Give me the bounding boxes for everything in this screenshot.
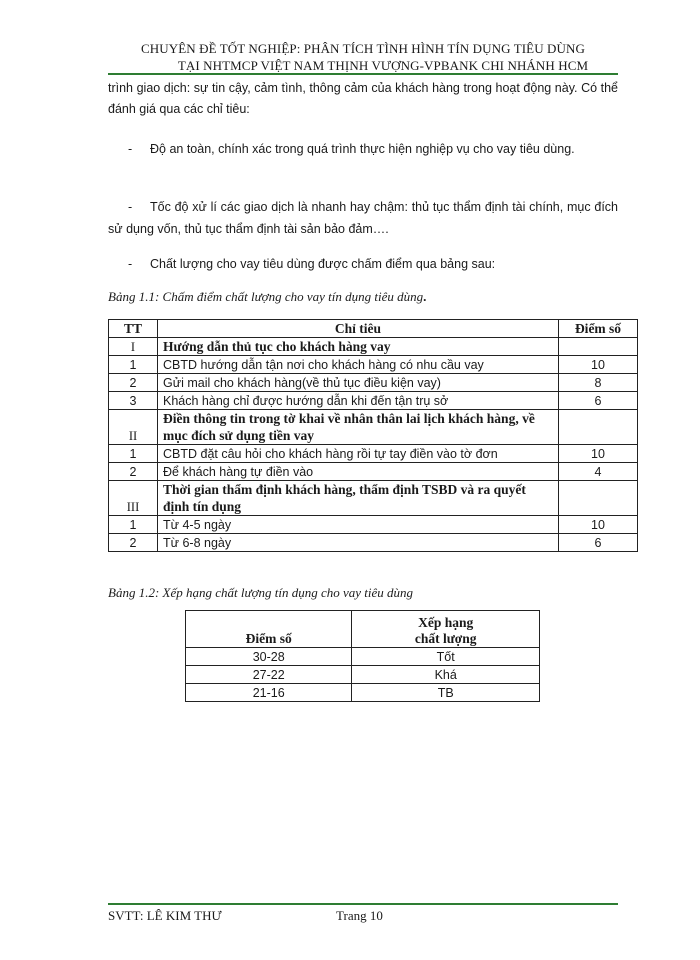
- row-score: 4: [559, 463, 638, 481]
- section-score-empty: [559, 338, 638, 356]
- row-score: 27-22: [186, 666, 352, 684]
- row-criterion: Gửi mail cho khách hàng(về thủ tục điều kiện vay): [158, 374, 559, 392]
- row-score: 30-28: [186, 648, 352, 666]
- quality-score-table: [108, 319, 638, 552]
- row-criterion: CBTD đặt câu hỏi cho khách hàng rồi tự tay điền vào tờ đơn: [158, 445, 559, 463]
- row-number: 2: [109, 534, 158, 552]
- page-header: [108, 40, 618, 74]
- header-rank: [352, 611, 540, 648]
- header-line-2: TẠI NHTMCP VIỆT NAM THỊNH VƯỢNG-VPBANK CHI NHÁNH HCM: [177, 58, 589, 73]
- row-score: 6: [559, 534, 638, 552]
- header-rank-line-1: Xếp hạng: [418, 615, 474, 630]
- header-criterion: Chỉ tiêu: [158, 320, 559, 338]
- table-row: [109, 463, 638, 481]
- table1-caption-end: .: [423, 289, 427, 304]
- section-label: Thời gian thẩm định khách hàng, thẩm định TSBD và ra quyết định tín dụng: [158, 481, 559, 516]
- table-row: [186, 648, 540, 666]
- table-row: [109, 356, 638, 374]
- row-rank: Khá: [352, 666, 540, 684]
- table-row: [186, 666, 540, 684]
- row-number: 3: [109, 392, 158, 410]
- row-number: 1: [109, 516, 158, 534]
- section-row-1: [109, 338, 638, 356]
- footer-divider: [108, 903, 618, 905]
- row-criterion: Từ 6-8 ngày: [158, 534, 559, 552]
- row-score: 8: [559, 374, 638, 392]
- row-score: 21-16: [186, 684, 352, 702]
- table1-caption: [108, 289, 426, 305]
- section-number: III: [109, 481, 158, 516]
- header-tt: TT: [109, 320, 158, 338]
- section-row-2: [109, 410, 638, 445]
- bullet-dash: -: [128, 257, 133, 271]
- table1-header-row: [109, 320, 638, 338]
- section-label: Hướng dẫn thủ tục cho khách hàng vay: [158, 338, 559, 356]
- section-label: Điền thông tin trong tờ khai về nhân thân lai lịch khách hàng, về mục đích sử dụng tiền vay: [158, 410, 559, 445]
- header-line-1: CHUYÊN ĐỀ TỐT NGHIỆP: PHÂN TÍCH TÌNH HÌNH TÍN DỤNG TIÊU DÙNG: [140, 41, 585, 56]
- row-criterion: Khách hàng chỉ được hướng dẫn khi đến tận trụ sở: [158, 392, 559, 410]
- header-score: Điểm số: [186, 611, 352, 648]
- table-row: [109, 374, 638, 392]
- row-rank: TB: [352, 684, 540, 702]
- table2-header-row: [186, 611, 540, 648]
- row-rank: Tốt: [352, 648, 540, 666]
- row-number: 1: [109, 445, 158, 463]
- row-criterion: Để khách hàng tự điền vào: [158, 463, 559, 481]
- header-rank-line-2: chất lượng: [414, 631, 477, 646]
- row-criterion: CBTD hướng dẫn tận nơi cho khách hàng có nhu cầu vay: [158, 356, 559, 374]
- table-row: [186, 684, 540, 702]
- bullet-dash: -: [128, 200, 133, 214]
- bullet-text-1: Độ an toàn, chính xác trong quá trình thực hiện nghiệp vụ cho vay tiêu dùng.: [150, 142, 575, 156]
- row-criterion: Từ 4-5 ngày: [158, 516, 559, 534]
- header-score: Điểm số: [559, 320, 638, 338]
- bullet-text-3: Chất lượng cho vay tiêu dùng được chấm điểm qua bảng sau:: [150, 257, 496, 271]
- section-number: II: [109, 410, 158, 445]
- bullet-item-1: [108, 138, 618, 160]
- table-row: [109, 392, 638, 410]
- header-divider: [108, 73, 618, 75]
- section-number: I: [109, 338, 158, 356]
- row-number: 1: [109, 356, 158, 374]
- bullet-item-3: [108, 253, 618, 275]
- section-row-3: [109, 481, 638, 516]
- bullet-dash: -: [128, 142, 133, 156]
- section-score-empty: [559, 481, 638, 516]
- row-number: 2: [109, 463, 158, 481]
- footer-author: SVTT: LÊ KIM THƯ: [108, 908, 222, 923]
- page-number: Trang 10: [336, 908, 383, 923]
- quality-rank-table: [185, 610, 540, 702]
- row-score: 10: [559, 516, 638, 534]
- bullet-text-2: Tốc độ xử lí các giao dịch là nhanh hay chậm: thủ tục thẩm định tài chính, mục đích sử dụng vốn, thủ tục thẩm định tài sản bảo đảm….: [108, 200, 618, 236]
- row-score: 10: [559, 356, 638, 374]
- table2-caption: Bảng 1.2: Xếp hạng chất lượng tín dụng cho vay tiêu dùng: [108, 585, 414, 600]
- bullet-item-2: [108, 196, 618, 240]
- row-score: 6: [559, 392, 638, 410]
- row-number: 2: [109, 374, 158, 392]
- intro-paragraph: trình giao dịch: sự tin cậy, cảm tình, thông cảm của khách hàng trong hoạt động này. Có thể đánh giá qua các chỉ tiêu:: [108, 81, 618, 116]
- row-score: 10: [559, 445, 638, 463]
- section-score-empty: [559, 410, 638, 445]
- table-row: [109, 534, 638, 552]
- table1-caption-text: Bảng 1.1: Chấm điểm chất lượng cho vay tín dụng tiêu dùng: [108, 289, 424, 304]
- table-row: [109, 516, 638, 534]
- table-row: [109, 445, 638, 463]
